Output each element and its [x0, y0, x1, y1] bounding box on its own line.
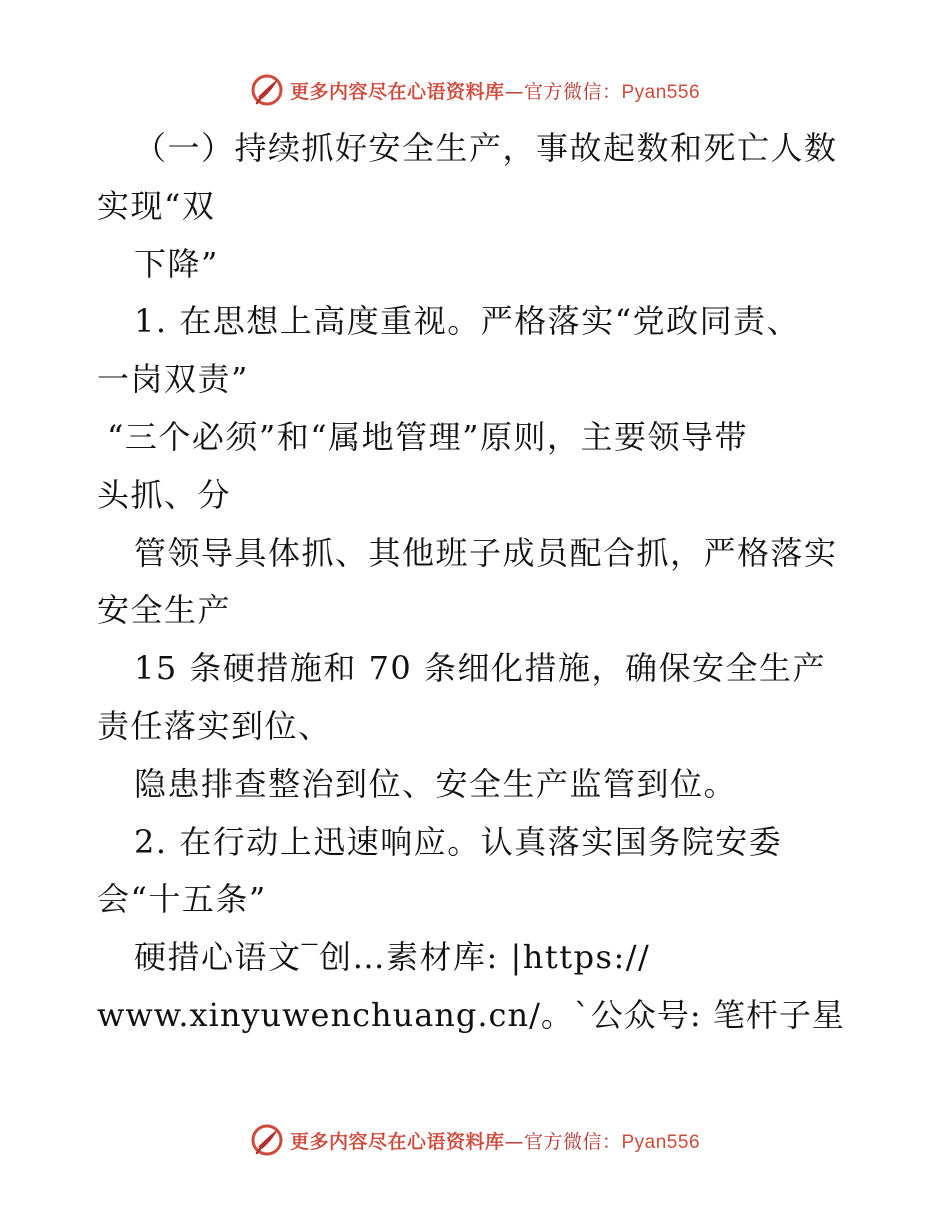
paragraph-line: 15 条硬措施和 70 条细化措施，确保安全生产	[134, 649, 826, 688]
banner-lead-text: 更多内容尽在心语资料库	[289, 80, 505, 103]
paragraph-line: 硬措心语文‾创…素材库: |https://	[134, 938, 651, 977]
paragraph-line: 隐患排查整治到位、安全生产监管到位。	[134, 764, 738, 803]
banner-wechat-label: 官方微信：	[523, 1130, 622, 1153]
paragraph-line: 会“十五条”	[97, 880, 267, 919]
banner-wechat-id: Pyan556	[621, 1131, 701, 1153]
paragraph-line: “三个必须”和“属地管理”原则，主要领导带	[107, 417, 748, 456]
banner-wechat-label: 官方微信：	[523, 80, 622, 103]
footer-watermark-banner	[0, 1120, 950, 1160]
paragraph-line: （一）持续抓好安全生产，事故起数和死亡人数	[134, 129, 838, 167]
header-watermark-banner	[0, 70, 950, 110]
banner-dash: —	[504, 80, 524, 103]
paragraph-line: 1. 在思想上高度重视。严格落实“党政同责、	[134, 302, 801, 341]
quill-pen-logo-icon	[250, 1123, 284, 1157]
paragraph-line: 头抓、分	[97, 475, 232, 514]
paragraph-line: 2. 在行动上迅速响应。认真落实国务院安委	[134, 822, 783, 861]
paragraph-line: 下降”	[134, 244, 219, 283]
banner-dash: —	[504, 1130, 524, 1153]
banner-lead-text: 更多内容尽在心语资料库	[289, 1130, 505, 1153]
paragraph-line: www.xinyuwenchuang.cn/。`公众号: 笔杆子星	[97, 995, 845, 1034]
banner-text	[290, 77, 700, 104]
document-body	[97, 120, 857, 1045]
banner-wechat-id: Pyan556	[621, 81, 701, 103]
quill-pen-logo-icon	[250, 73, 284, 107]
paragraph-line: 实现“双	[97, 186, 216, 225]
paragraph-line: 责任落实到位、	[97, 706, 332, 745]
paragraph-line: 一岗双责”	[97, 360, 249, 399]
paragraph-line: 管领导具体抓、其他班子成员配合抓，严格落实	[134, 533, 838, 572]
paragraph-line: 安全生产	[97, 591, 232, 630]
banner-text	[290, 1127, 700, 1154]
